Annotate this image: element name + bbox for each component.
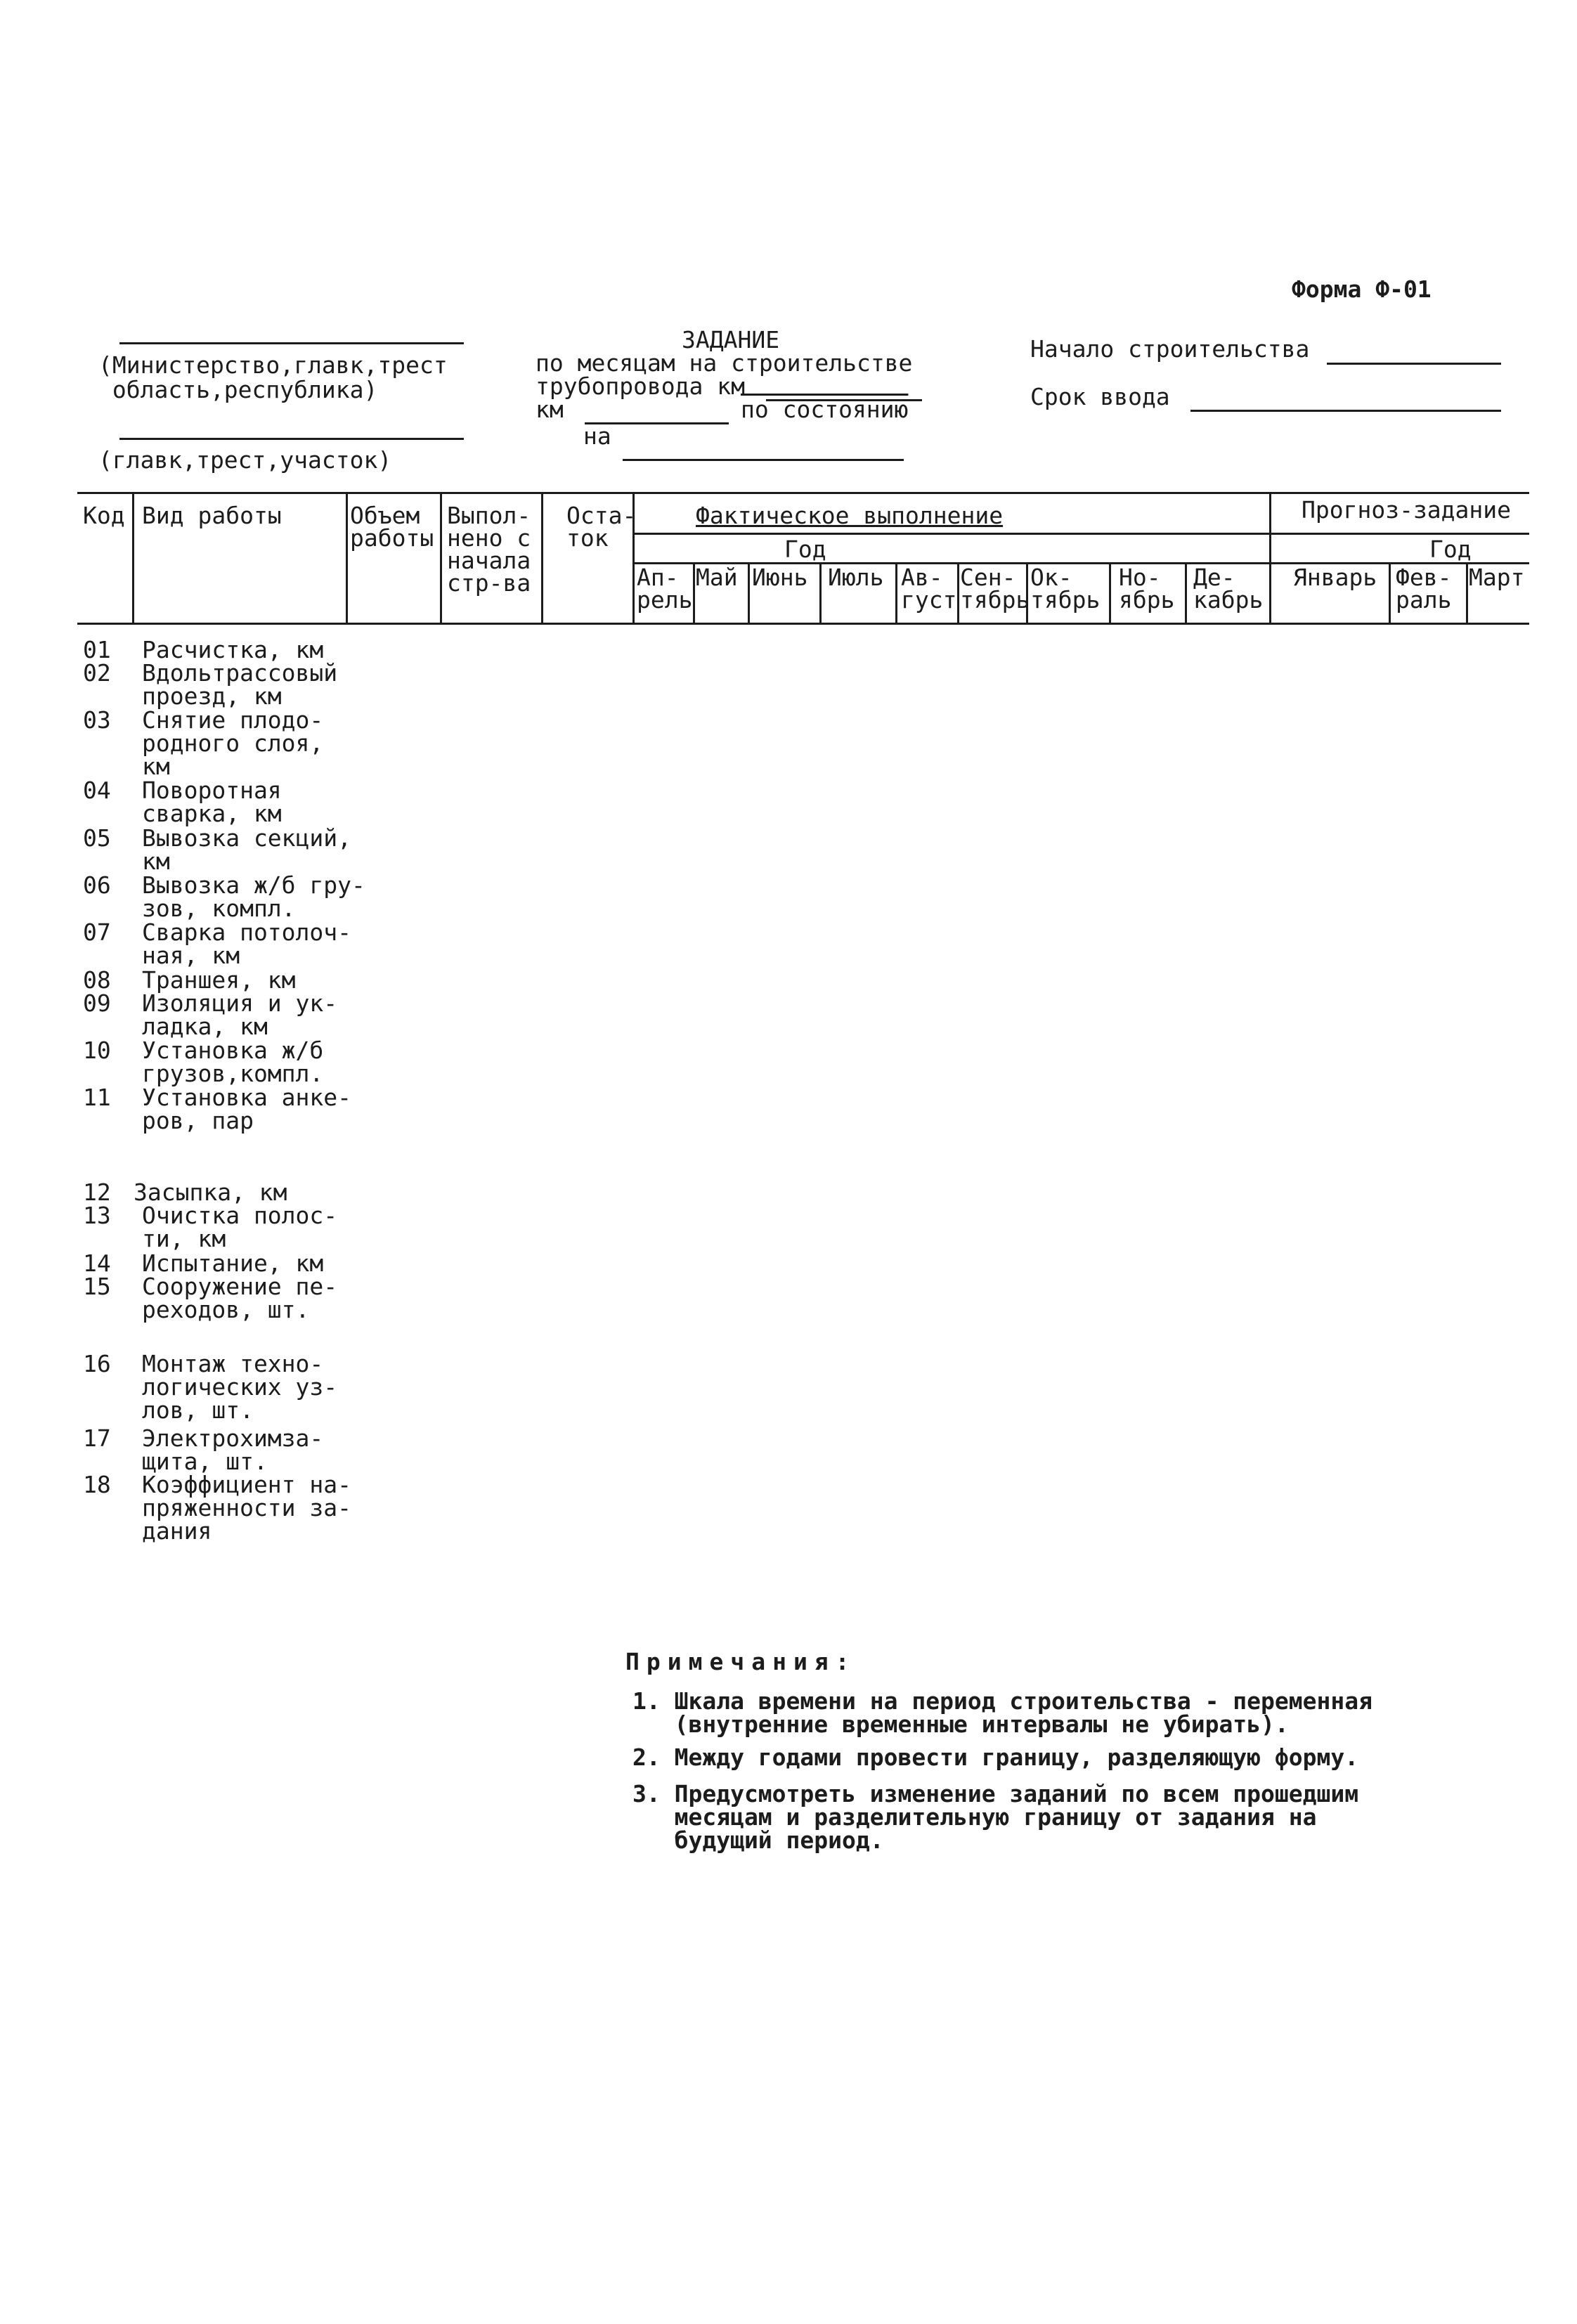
- row-code: 04: [83, 777, 111, 804]
- month-apr: Ап- рель: [637, 564, 693, 614]
- col-code-header: Код: [83, 502, 125, 529]
- col-div-done: [541, 492, 543, 623]
- unit-caption: (главк,трест,участок): [98, 446, 392, 474]
- notes-title: Примечания:: [625, 1648, 857, 1675]
- year-split-rule: [632, 533, 1529, 535]
- month-mar: Март: [1469, 564, 1525, 591]
- unit-blank-line[interactable]: [119, 438, 464, 440]
- month-jun: Июнь: [752, 564, 808, 591]
- row-work-kind: Установка анке- ров, пар: [142, 1084, 352, 1134]
- col-div-volume: [440, 492, 442, 623]
- month-div-4: [895, 562, 897, 623]
- row-work-kind: Вывозка секций, км: [142, 824, 352, 875]
- month-div-3: [819, 562, 822, 623]
- col-done-header: Выпол- нено с начала стр-ва: [447, 502, 531, 597]
- start-label: Начало строительства: [1030, 335, 1310, 363]
- task-line-1: по месяцам на строительстве: [536, 349, 913, 377]
- task-title: ЗАДАНИЕ: [682, 326, 780, 353]
- row-code: 13: [83, 1202, 111, 1229]
- row-code: 14: [83, 1249, 111, 1277]
- row-work-kind: Сооружение пе- реходов, шт.: [142, 1273, 338, 1323]
- note-item: 3. Предусмотреть изменение заданий по всем прошедшим месяцам и разделительную границу от задания на будущий период.: [632, 1780, 1359, 1854]
- task-state: по состоянию: [741, 396, 909, 423]
- row-code: 05: [83, 824, 111, 852]
- row-code: 02: [83, 659, 111, 687]
- row-code: 12: [83, 1179, 111, 1206]
- col-div-code: [132, 492, 134, 623]
- month-aug: Ав- густ: [901, 564, 957, 614]
- row-work-kind: Снятие плодо- родного слоя, км: [142, 706, 324, 780]
- row-work-kind: Монтаж техно- логических уз- лов, шт.: [142, 1350, 338, 1424]
- row-code: 10: [83, 1037, 111, 1064]
- row-work-kind: Испытание, км: [142, 1249, 324, 1277]
- month-sep: Сен- тябрь: [960, 564, 1030, 614]
- row-work-kind: Коэффициент на- пряженности за- дания: [142, 1471, 352, 1545]
- month-may: Май: [696, 564, 738, 591]
- col-volume-header: Объем работы: [350, 502, 434, 552]
- org-blank-line[interactable]: [119, 342, 464, 344]
- month-div-5: [957, 562, 959, 623]
- col-div-actual-forecast: [1269, 492, 1271, 623]
- start-blank[interactable]: [1327, 363, 1501, 365]
- row-work-kind: Изоляция и ук- ладка, км: [142, 989, 338, 1040]
- deadline-label: Срок ввода: [1030, 383, 1170, 410]
- deadline-blank[interactable]: [1190, 410, 1501, 412]
- month-jan: Январь: [1293, 564, 1377, 591]
- row-work-kind: Сварка потолоч- ная, км: [142, 918, 352, 969]
- row-code: 03: [83, 706, 111, 734]
- actual-year: Год: [784, 535, 826, 563]
- forecast-title: Прогноз-задание: [1302, 496, 1512, 524]
- row-code: 18: [83, 1471, 111, 1498]
- col-div-kind: [346, 492, 348, 623]
- month-div-1: [693, 562, 695, 623]
- col-rest-header: Оста- ток: [566, 502, 637, 552]
- row-code: 09: [83, 989, 111, 1017]
- row-code: 15: [83, 1273, 111, 1300]
- row-work-kind: Засыпка, км: [134, 1179, 287, 1206]
- org-caption: (Министерство,главк,трест область,республика): [98, 351, 448, 403]
- row-work-kind: Очистка полос- ти, км: [142, 1202, 338, 1252]
- table-header-bottom-rule: [77, 623, 1529, 625]
- form-label: Форма Ф-01: [1292, 275, 1432, 303]
- col-kind-header: Вид работы: [142, 502, 282, 529]
- row-code: 06: [83, 871, 111, 899]
- row-code: 17: [83, 1424, 111, 1452]
- row-code: 11: [83, 1084, 111, 1111]
- month-jul: Июль: [828, 564, 884, 591]
- note-item: 2. Между годами провести границу, разделяющую форму.: [632, 1744, 1359, 1771]
- month-div-2: [748, 562, 750, 623]
- task-line-2: трубопровода км: [536, 372, 746, 400]
- row-work-kind: Вывозка ж/б гру- зов, компл.: [142, 871, 365, 922]
- row-work-kind: Установка ж/б грузов,компл.: [142, 1037, 324, 1087]
- note-item: 1. Шкала времени на период строительства - переменная (внутренние временные интервалы не убирать).: [632, 1687, 1372, 1738]
- month-div-9: [1389, 562, 1391, 623]
- row-work-kind: Расчистка, км: [142, 636, 324, 663]
- row-code: 16: [83, 1350, 111, 1377]
- month-dec: Де- кабрь: [1193, 564, 1264, 614]
- task-on: на: [583, 422, 611, 450]
- month-oct: Ок- тябрь: [1030, 564, 1101, 614]
- forecast-year: Год: [1429, 535, 1472, 563]
- month-div-10: [1466, 562, 1468, 623]
- row-work-kind: Вдольтрассовый проезд, км: [142, 659, 338, 710]
- row-code: 01: [83, 636, 111, 663]
- row-work-kind: Электрохимза- щита, шт.: [142, 1424, 324, 1475]
- actual-title: Фактическое выполнение: [696, 502, 1004, 529]
- month-div-7: [1109, 562, 1111, 623]
- row-code: 08: [83, 966, 111, 994]
- month-nov: Но- ябрь: [1119, 564, 1175, 614]
- state-date-blank[interactable]: [623, 459, 904, 461]
- month-div-8: [1185, 562, 1187, 623]
- row-code: 07: [83, 918, 111, 946]
- table-top-rule: [77, 492, 1529, 494]
- row-work-kind: Траншея, км: [142, 966, 296, 994]
- task-line-3: км: [536, 396, 564, 423]
- month-feb: Фев- раль: [1396, 564, 1452, 614]
- row-work-kind: Поворотная сварка, км: [142, 777, 282, 827]
